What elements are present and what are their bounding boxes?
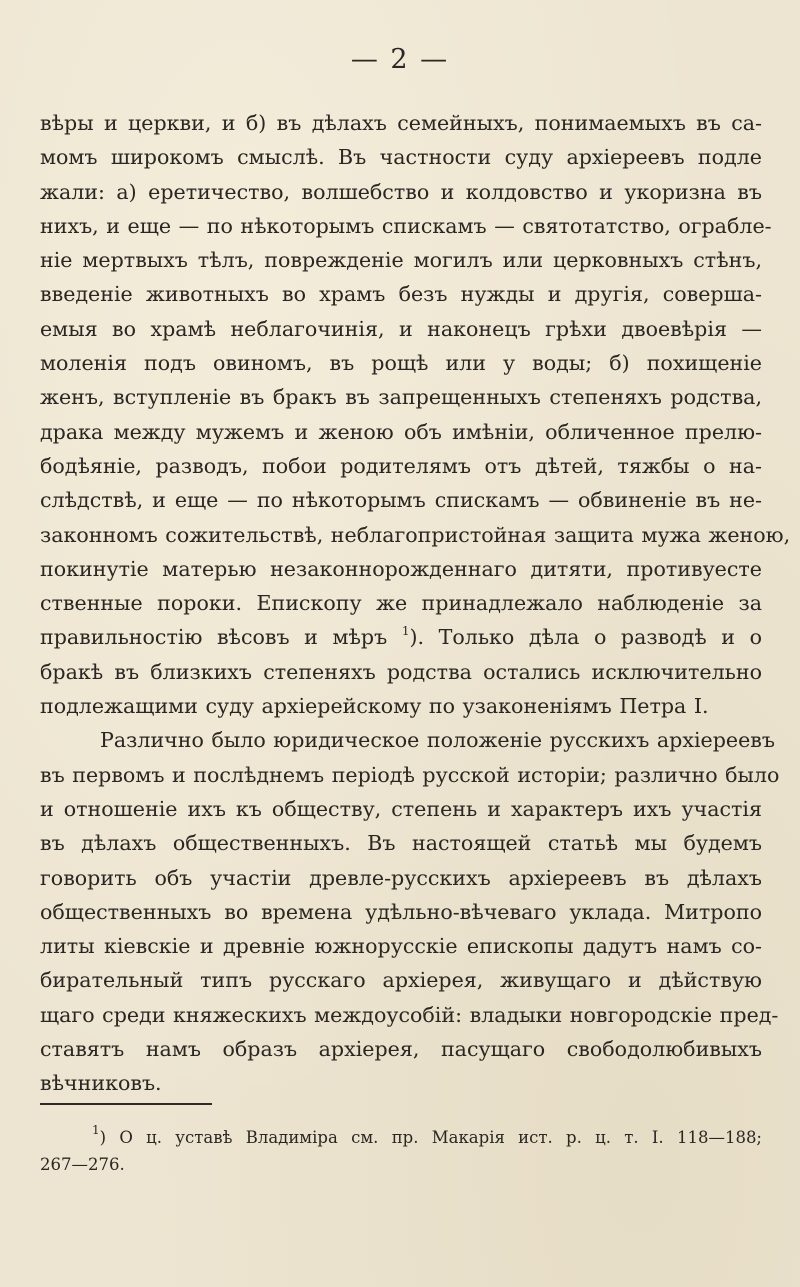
text-line: момъ широкомъ смыслѣ. Въ частности суду архіереевъ подле	[40, 145, 762, 170]
footnote-divider	[40, 1103, 212, 1105]
text-line: законномъ сожительствѣ, неблагопристойная защита мужа женою,	[40, 522, 791, 547]
text-line: моленія подъ овиномъ, въ рощѣ или у воды; б) похищеніе	[40, 351, 762, 376]
footnote-marker: 1	[92, 1123, 100, 1137]
text-line: ніе мертвыхъ тѣлъ, поврежденіе могилъ или церковныхъ стѣнъ,	[40, 248, 762, 273]
text-line: ставятъ намъ образъ архіерея, пасущаго свободолюбивыхъ	[40, 1037, 762, 1062]
text-line: общественныхъ во времена удѣльно-вѣчеваго уклада. Митропо	[40, 899, 762, 924]
text-line: покинутіе матерью незаконнорожденнаго дитяти, противуесте	[40, 556, 762, 581]
text-line: и отношеніе ихъ къ обществу, степень и характеръ ихъ участія	[40, 796, 762, 821]
text-line: Различно было юридическое положеніе русскихъ архіереевъ	[100, 728, 775, 753]
text-line: бирательный типъ русскаго архіерея, живущаго и дѣйствую	[40, 968, 762, 993]
text-line: емыя во храмѣ неблагочинія, и наконецъ грѣхи двоевѣрія —	[40, 316, 762, 341]
page-number: — 2 —	[350, 44, 450, 75]
text-line: подлежащими суду архіерейскому по узаконеніямъ Петра I.	[40, 694, 709, 719]
footnote-reference: 1	[401, 624, 410, 639]
text-line: женъ, вступленіе въ бракъ въ запрещенныхъ степеняхъ родства,	[40, 385, 762, 410]
text-fragment: ). Только дѣла о разводѣ и о	[409, 625, 762, 650]
text-line: говорить объ участіи древле-русскихъ архіереевъ въ дѣлахъ	[40, 865, 762, 890]
text-line: введеніе животныхъ во храмъ безъ нужды и другія, соверша-	[40, 282, 762, 307]
text-line: нихъ, и еще — по нѣкоторымъ спискамъ — святотатство, ограбле-	[40, 213, 772, 238]
text-line: въ первомъ и послѣднемъ періодѣ русской исторіи; различно было	[40, 762, 780, 787]
text-line: жали: а) еретичество, волшебство и колдовство и укоризна въ	[40, 179, 762, 204]
text-line: драка между мужемъ и женою объ имѣніи, обличенное прелю-	[40, 419, 762, 444]
text-line: ственные пороки. Епископу же принадлежало наблюденіе за	[40, 591, 762, 616]
text-line: вѣры и церкви, и б) въ дѣлахъ семейныхъ, понимаемыхъ въ са-	[40, 111, 762, 135]
text-line: литы кіевскіе и древніе южнорусскіе епископы дадутъ намъ со-	[40, 934, 762, 959]
text-fragment: правильностію вѣсовъ и мѣръ	[40, 625, 388, 650]
paragraph-1	[40, 106, 791, 723]
footnote-line: 267—276.	[40, 1155, 125, 1174]
footnote-text: ) О ц. уставѣ Владиміра см. пр. Макарія ист. р. ц. т. I. 118—188;	[99, 1128, 762, 1147]
text-line: бракѣ въ близкихъ степеняхъ родства остались исключительно	[40, 659, 762, 684]
text-line-with-footnote	[40, 620, 762, 654]
text-line: слѣдствѣ, и еще — по нѣкоторымъ спискамъ — обвиненіе въ не-	[40, 488, 762, 513]
footnote	[40, 1124, 762, 1178]
body-text	[40, 106, 791, 1101]
text-line: бодѣяніе, разводъ, побои родителямъ отъ дѣтей, тяжбы о на-	[40, 453, 762, 478]
text-line: щаго среди княжескихъ междоусобій: владыки новгородскіе пред-	[40, 1002, 779, 1027]
text-line: вѣчниковъ.	[40, 1071, 162, 1096]
footnote-line	[40, 1124, 762, 1151]
paragraph-2	[40, 723, 780, 1100]
text-line: въ дѣлахъ общественныхъ. Въ настоящей статьѣ мы будемъ	[40, 831, 762, 856]
